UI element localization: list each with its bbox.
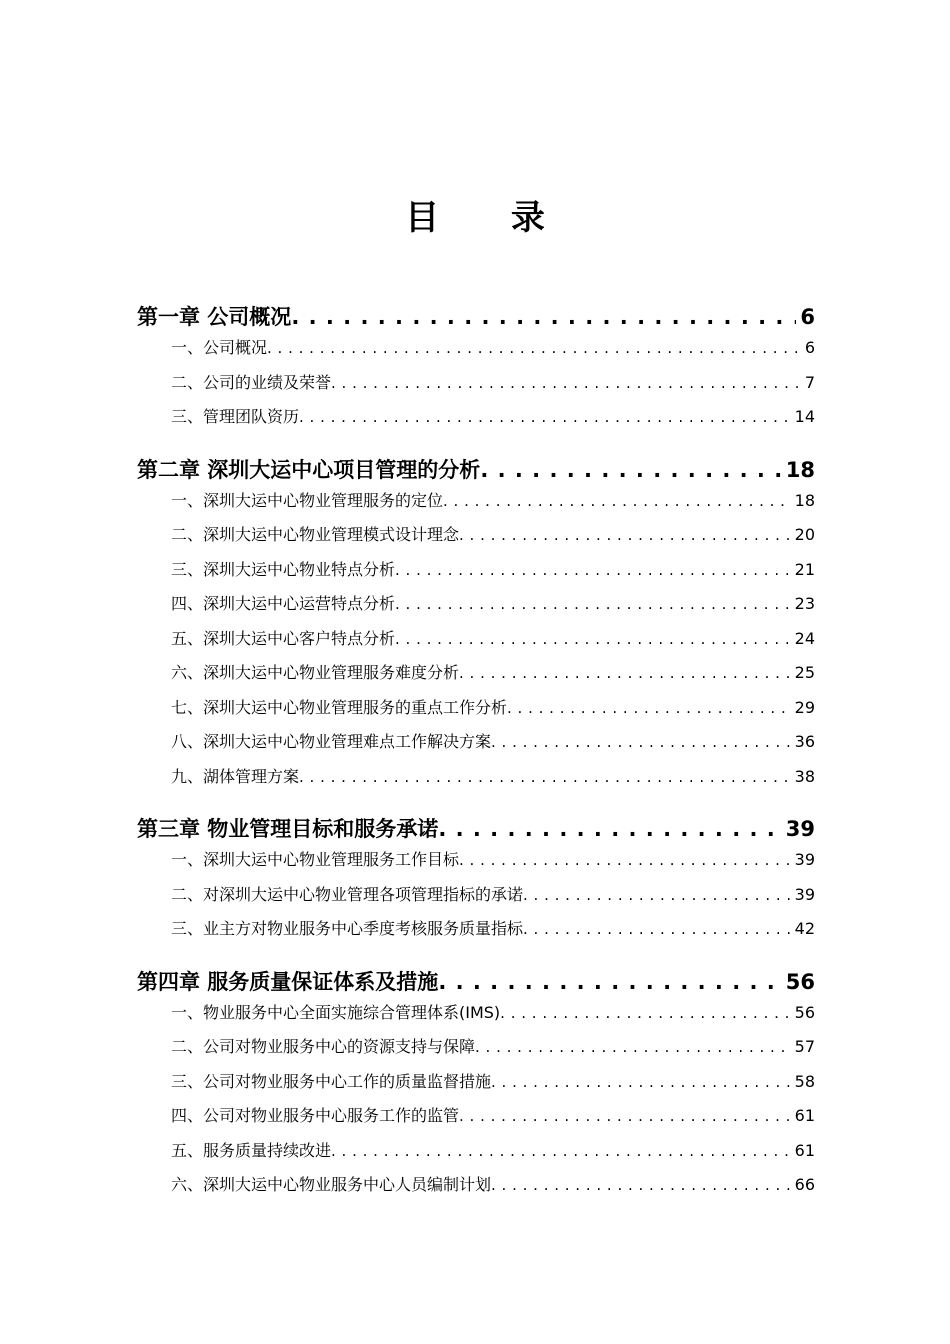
entry-page-number: 23	[794, 594, 815, 613]
toc-entry[interactable]	[137, 404, 815, 439]
entry-page-number: 61	[794, 1140, 815, 1160]
toc-chapter-4[interactable]	[137, 966, 815, 1000]
toc-entry[interactable]	[137, 522, 815, 557]
leader-dots	[395, 595, 791, 613]
entry-label: 四、深圳大运中心运营特点分析	[171, 594, 396, 613]
leader-dots	[459, 1107, 791, 1125]
toc-chapter-1[interactable]	[137, 301, 815, 335]
leader-dots	[299, 768, 791, 786]
leader-dots	[395, 561, 791, 579]
leader-dots	[438, 970, 781, 994]
entry-page-number: 58	[794, 1071, 815, 1091]
toc-entry[interactable]	[137, 1103, 815, 1138]
entry-label: 二、公司的业绩及荣誉	[171, 372, 332, 392]
leader-dots	[500, 1004, 790, 1022]
entry-page-number: 29	[794, 697, 815, 717]
toc-entry[interactable]	[137, 660, 815, 695]
entry-page-number: 14	[794, 407, 815, 426]
page-title: 目 录	[405, 198, 575, 238]
chapter-label: 第三章 物业管理目标和服务承诺	[137, 817, 439, 841]
leader-dots	[331, 374, 801, 392]
entry-page-number: 56	[794, 1002, 815, 1022]
leader-dots	[291, 305, 796, 329]
entry-label: 四、公司对物业服务中心服务工作的监管	[171, 1106, 460, 1125]
entry-label: 六、深圳大运中心物业服务中心人员编制计划	[171, 1175, 492, 1194]
leader-dots	[395, 630, 791, 648]
toc-entry[interactable]	[137, 882, 815, 917]
leader-dots	[507, 699, 791, 717]
toc-chapter-3[interactable]	[137, 813, 815, 847]
entry-label: 二、公司对物业服务中心的资源支持与保障	[171, 1037, 476, 1056]
toc-entry[interactable]	[137, 847, 815, 882]
toc-entry[interactable]	[137, 370, 815, 405]
toc-entry[interactable]	[137, 764, 815, 799]
entry-page-number: 6	[804, 338, 815, 357]
entry-page-number: 61	[794, 1106, 815, 1125]
toc-chapter-2[interactable]	[137, 454, 815, 488]
entry-page-number: 7	[804, 372, 815, 392]
entry-label: 五、服务质量持续改进	[171, 1140, 332, 1160]
entry-label: 一、深圳大运中心物业管理服务的定位	[171, 490, 444, 510]
leader-dots	[491, 1176, 791, 1194]
toc-entry[interactable]	[137, 695, 815, 730]
leader-dots	[523, 920, 791, 938]
entry-label: 三、管理团队资历	[171, 407, 300, 426]
leader-dots	[459, 664, 791, 682]
leader-dots	[491, 733, 791, 751]
leader-dots	[299, 408, 791, 426]
toc-entry[interactable]	[137, 626, 815, 661]
toc-entry[interactable]	[137, 488, 815, 523]
entry-label: 一、深圳大运中心物业管理服务工作目标	[171, 850, 460, 869]
chapter-page-number: 18	[785, 457, 815, 482]
entry-page-number: 66	[794, 1175, 815, 1194]
leader-dots	[459, 851, 791, 869]
toc-entry[interactable]	[137, 1172, 815, 1207]
entry-label: 三、深圳大运中心物业特点分析	[171, 559, 396, 579]
entry-page-number: 20	[794, 525, 815, 544]
entry-page-number: 25	[794, 663, 815, 682]
entry-page-number: 57	[794, 1037, 815, 1056]
entry-label: 三、业主方对物业服务中心季度考核服务质量指标	[171, 919, 524, 938]
toc-entry[interactable]	[137, 1138, 815, 1173]
toc-entry[interactable]	[137, 335, 815, 370]
entry-label: 一、物业服务中心全面实施综合管理体系(IMS)	[171, 1002, 501, 1022]
leader-dots	[523, 886, 791, 904]
entry-page-number: 18	[794, 490, 815, 510]
entry-page-number: 42	[794, 919, 815, 938]
entry-page-number: 21	[794, 559, 815, 579]
toc-entry[interactable]	[137, 729, 815, 764]
leader-dots	[438, 817, 781, 841]
entry-page-number: 39	[794, 850, 815, 869]
leader-dots	[331, 1142, 791, 1160]
entry-page-number: 24	[794, 628, 815, 648]
entry-label: 九、湖体管理方案	[171, 766, 300, 786]
toc-entry[interactable]	[137, 1000, 815, 1035]
chapter-page-number: 39	[785, 817, 815, 841]
toc-entry[interactable]	[137, 591, 815, 626]
leader-dots	[443, 492, 791, 510]
leader-dots	[459, 526, 791, 544]
entry-label: 七、深圳大运中心物业管理服务的重点工作分析	[171, 697, 508, 717]
toc-entry[interactable]	[137, 916, 815, 951]
entry-label: 六、深圳大运中心物业管理服务难度分析	[171, 663, 460, 682]
toc-entry[interactable]	[137, 1069, 815, 1104]
entry-label: 二、深圳大运中心物业管理模式设计理念	[171, 525, 460, 544]
chapter-page-number: 6	[800, 305, 815, 329]
entry-page-number: 36	[794, 732, 815, 751]
leader-dots	[475, 1038, 791, 1056]
chapter-label: 第二章 深圳大运中心项目管理的分析	[137, 457, 481, 482]
entry-label: 二、对深圳大运中心物业管理各项管理指标的承诺	[171, 884, 524, 904]
toc-entry[interactable]	[137, 1034, 815, 1069]
entry-label: 八、深圳大运中心物业管理难点工作解决方案	[171, 732, 492, 751]
entry-label: 一、公司概况	[171, 338, 268, 357]
chapter-label: 第一章 公司概况	[137, 305, 292, 329]
chapter-label: 第四章 服务质量保证体系及措施	[137, 969, 439, 994]
entry-label: 三、公司对物业服务中心工作的质量监督措施	[171, 1071, 492, 1091]
entry-label: 五、深圳大运中心客户特点分析	[171, 628, 396, 648]
leader-dots	[267, 339, 801, 357]
table-of-contents	[137, 300, 815, 1207]
entry-page-number: 39	[794, 884, 815, 904]
leader-dots	[491, 1073, 791, 1091]
chapter-page-number: 56	[785, 969, 815, 994]
entry-page-number: 38	[794, 766, 815, 786]
toc-entry[interactable]	[137, 557, 815, 592]
leader-dots	[480, 458, 781, 482]
